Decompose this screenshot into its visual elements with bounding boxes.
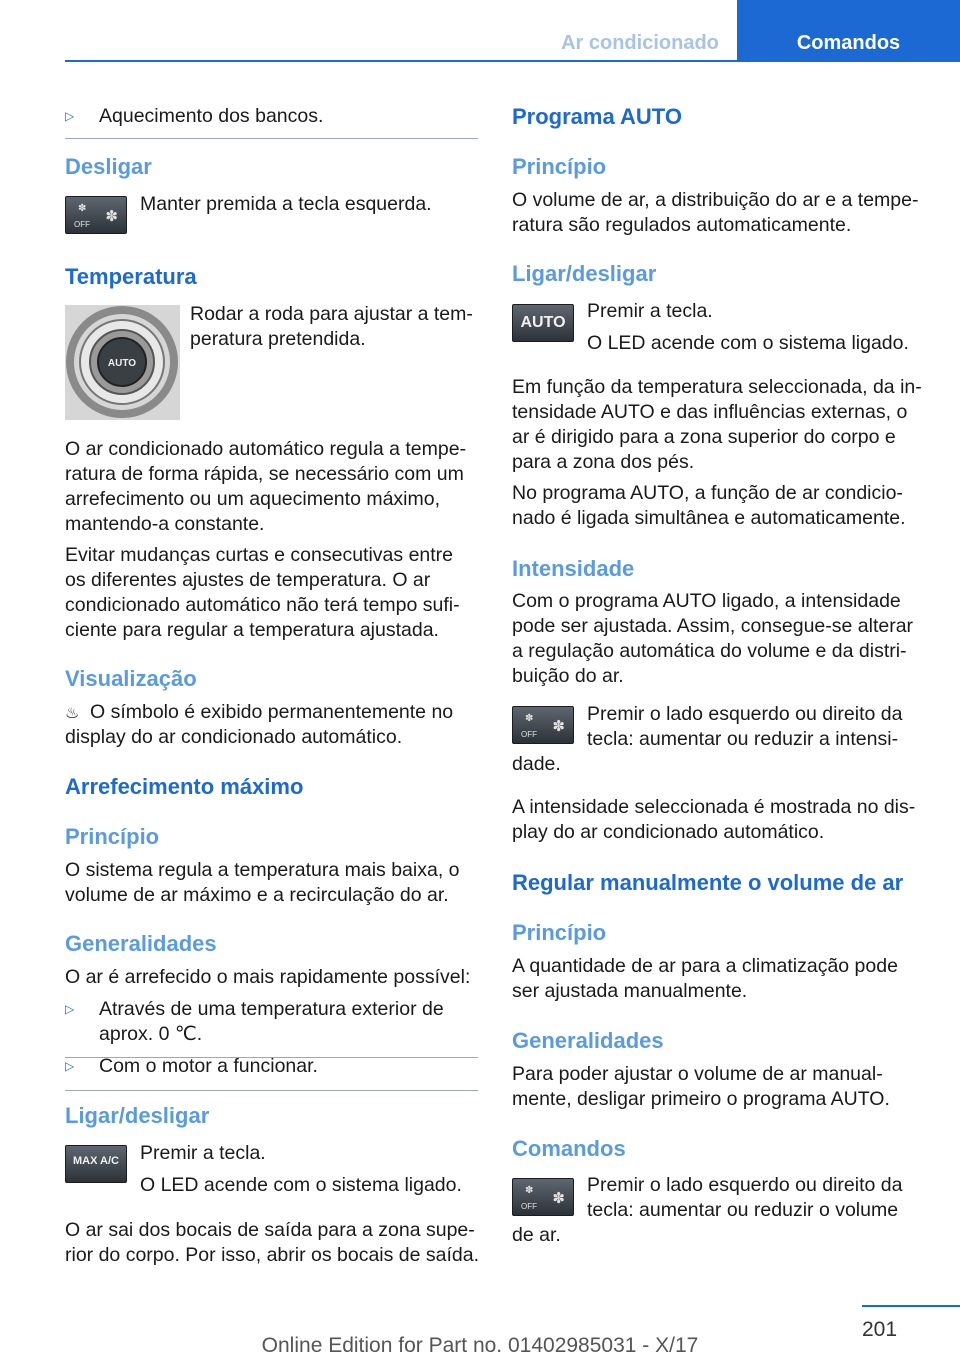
auto-key-image: AUTO	[512, 304, 574, 342]
max-ac-key-image: MAX A/C	[65, 1145, 127, 1183]
fan-key-image: ✽ OFF ✽	[65, 196, 127, 234]
bullet-triangle-icon: ▷	[65, 1059, 75, 1073]
heading-principio: Princípio	[512, 920, 607, 945]
heading-principio: Princípio	[512, 154, 607, 179]
fan-icon: ✽	[105, 208, 118, 225]
fan-small-icon: ✽	[78, 203, 87, 214]
heading-regular-manualmente: Regular manualmente o volume de ar	[512, 870, 904, 895]
heading-visualizacao: Visualização	[65, 666, 197, 691]
divider	[65, 138, 478, 139]
tab-comandos[interactable]: Comandos	[737, 0, 960, 60]
heading-intensidade: Intensidade	[512, 556, 635, 581]
page-header	[0, 0, 960, 62]
knob-label: AUTO	[107, 358, 137, 369]
divider	[65, 1090, 478, 1091]
heading-arrefecimento: Arrefecimento máximo	[65, 774, 304, 799]
seat-heating-icon: ♨	[65, 705, 80, 722]
heading-principio: Princípio	[65, 824, 160, 849]
page-number: 201	[862, 1318, 898, 1341]
heading-ligar-desligar: Ligar/desligar	[512, 261, 657, 286]
heading-generalidades: Generalidades	[512, 1028, 664, 1053]
heading-desligar: Desligar	[65, 154, 152, 179]
fan-small-icon: ✽	[525, 1185, 534, 1196]
section-title: Ar condicionado	[561, 32, 719, 54]
temperature-knob-image	[65, 305, 180, 420]
fan-key-image: ✽ OFF ✽	[512, 706, 574, 744]
heading-programa-auto: Programa AUTO	[512, 104, 682, 129]
heading-temperatura: Temperatura	[65, 264, 197, 289]
fan-small-icon: ✽	[525, 713, 534, 724]
header-rule	[65, 60, 960, 62]
heading-comandos: Comandos	[512, 1136, 626, 1161]
fan-icon: ✽	[552, 1190, 565, 1207]
footer-rule	[862, 1305, 960, 1307]
heading-ligar-desligar: Ligar/desligar	[65, 1103, 210, 1128]
edition-note: Online Edition for Part no. 01402985031 - X/17	[261, 1334, 699, 1357]
bullet-triangle-icon: ▷	[65, 109, 75, 123]
fan-icon: ✽	[552, 718, 565, 735]
heading-generalidades: Generalidades	[65, 931, 217, 956]
bullet-triangle-icon: ▷	[65, 1002, 75, 1016]
fan-key-image: ✽ OFF ✽	[512, 1178, 574, 1216]
